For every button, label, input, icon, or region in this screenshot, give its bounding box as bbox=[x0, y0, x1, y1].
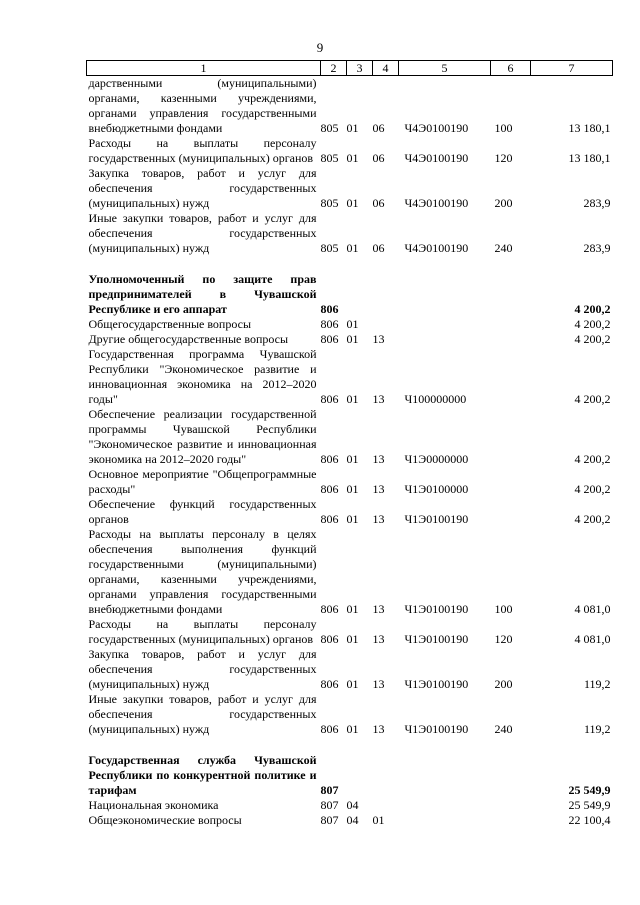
row-value-cell: 805 bbox=[320, 241, 339, 255]
row-value-cell: Ч1Э0100190 bbox=[404, 602, 469, 616]
row-name-cell: Расходы на выплаты персоналу государственных (муниципальных) органов bbox=[88, 617, 317, 646]
row-value-cell: 13 bbox=[372, 602, 385, 616]
row-value-cell: Ч1Э0100190 bbox=[404, 512, 469, 526]
row-value-cell: 13 bbox=[372, 482, 385, 496]
row-value-cell: 06 bbox=[372, 151, 385, 165]
row-value-cell: 240 bbox=[494, 241, 513, 255]
row-name-cell: Основное мероприятие "Общепрограммные расходы" bbox=[88, 467, 317, 496]
row-value-cell: 13 bbox=[372, 332, 385, 346]
row-value-cell: 100 bbox=[494, 602, 513, 616]
row-value-cell bbox=[491, 467, 531, 497]
row-value-cell: 806 bbox=[320, 317, 339, 331]
row-value-cell: 805 bbox=[320, 196, 339, 210]
section-row bbox=[87, 272, 613, 317]
row-value-cell: 805 bbox=[320, 151, 339, 165]
row-value-cell: 119,2 bbox=[583, 722, 611, 736]
spacer-cell bbox=[87, 737, 613, 753]
table-row bbox=[87, 617, 613, 647]
row-value-cell: 04 bbox=[346, 798, 359, 812]
spacer-row bbox=[87, 256, 613, 272]
row-value-cell: 200 bbox=[494, 677, 513, 691]
row-value-cell: Ч1Э0100190 bbox=[404, 677, 469, 691]
table-row bbox=[87, 166, 613, 211]
table-row bbox=[87, 527, 613, 617]
row-value-cell: 01 bbox=[346, 317, 359, 331]
table-row bbox=[87, 692, 613, 737]
row-value-cell: Ч1Э0100190 bbox=[404, 632, 469, 646]
row-value-cell: 4 200,2 bbox=[574, 512, 611, 526]
row-value-cell bbox=[491, 407, 531, 467]
spacer-cell bbox=[87, 256, 613, 272]
row-value-cell bbox=[373, 317, 399, 332]
row-value-cell: 807 bbox=[320, 798, 339, 812]
row-value-cell: 806 bbox=[320, 332, 339, 346]
table-row bbox=[87, 813, 613, 828]
row-value-cell: 806 bbox=[320, 482, 339, 496]
row-name-cell: Уполномоченный по защите прав предпринимателей в Чувашской Республике и его аппарат bbox=[88, 272, 317, 316]
row-value-cell: 01 bbox=[346, 722, 359, 736]
row-value-cell: 4 200,2 bbox=[574, 392, 611, 406]
row-value-cell bbox=[399, 332, 491, 347]
row-value-cell: 13 180,1 bbox=[568, 121, 611, 135]
budget-table bbox=[86, 60, 613, 828]
spacer-row bbox=[87, 737, 613, 753]
row-value-cell bbox=[373, 753, 399, 798]
row-value-cell bbox=[373, 798, 399, 813]
row-value-cell: 13 bbox=[372, 632, 385, 646]
row-value-cell: 13 bbox=[372, 392, 385, 406]
row-value-cell: 120 bbox=[494, 632, 513, 646]
table-row bbox=[87, 798, 613, 813]
table-row bbox=[87, 497, 613, 527]
row-value-cell: 01 bbox=[346, 677, 359, 691]
page-number: 9 bbox=[316, 40, 324, 55]
row-value-cell: 119,2 bbox=[583, 677, 611, 691]
row-value-cell bbox=[491, 497, 531, 527]
row-name-cell: дарственными (муниципальными) органами, казенными учреждениями, органами управления государственными внебюджетными фондами bbox=[88, 76, 317, 135]
row-value-cell: 100 bbox=[494, 121, 513, 135]
row-value-cell: 4 081,0 bbox=[574, 602, 611, 616]
row-value-cell: 4 200,2 bbox=[574, 302, 611, 316]
row-name-cell: Общеэкономические вопросы bbox=[88, 813, 242, 827]
row-value-cell: 01 bbox=[346, 392, 359, 406]
row-value-cell bbox=[491, 753, 531, 798]
row-value-cell: 25 549,9 bbox=[568, 783, 611, 797]
row-value-cell: 25 549,9 bbox=[568, 798, 611, 812]
header-cell: 1 bbox=[87, 61, 321, 76]
row-name-cell: Закупка товаров, работ и услуг для обеспечения государственных (муниципальных) нужд bbox=[88, 647, 317, 691]
header-cell: 6 bbox=[491, 61, 531, 76]
table-row bbox=[87, 317, 613, 332]
table-row bbox=[87, 347, 613, 407]
row-value-cell: 4 200,2 bbox=[574, 332, 611, 346]
row-name-cell: Государственная служба Чувашской Республики по конкурентной политике и тарифам bbox=[88, 753, 317, 797]
row-value-cell: 805 bbox=[320, 121, 339, 135]
row-name-cell: Обеспечение функций государственных органов bbox=[88, 497, 317, 526]
row-value-cell: 200 bbox=[494, 196, 513, 210]
row-value-cell: Ч100000000 bbox=[404, 392, 467, 406]
row-value-cell bbox=[491, 798, 531, 813]
row-value-cell: Ч4Э0100190 bbox=[404, 121, 469, 135]
row-value-cell: 01 bbox=[346, 121, 359, 135]
header-cell: 4 bbox=[373, 61, 399, 76]
table-row bbox=[87, 76, 613, 137]
row-name-cell: Иные закупки товаров, работ и услуг для обеспечения государственных (муниципальных) нужд bbox=[88, 211, 317, 255]
row-value-cell: 806 bbox=[320, 392, 339, 406]
row-value-cell bbox=[491, 332, 531, 347]
row-value-cell: 806 bbox=[320, 602, 339, 616]
row-value-cell: 806 bbox=[320, 632, 339, 646]
row-value-cell bbox=[399, 753, 491, 798]
row-value-cell: Ч1Э0100000 bbox=[404, 482, 469, 496]
row-value-cell: Ч1Э0100190 bbox=[404, 722, 469, 736]
row-value-cell: 01 bbox=[346, 602, 359, 616]
row-value-cell bbox=[399, 317, 491, 332]
row-value-cell: 04 bbox=[346, 813, 359, 827]
row-value-cell: 4 200,2 bbox=[574, 452, 611, 466]
row-name-cell: Иные закупки товаров, работ и услуг для обеспечения государственных (муниципальных) нужд bbox=[88, 692, 317, 736]
row-value-cell: 06 bbox=[372, 241, 385, 255]
header-row bbox=[87, 61, 613, 76]
row-value-cell: 806 bbox=[320, 302, 339, 316]
row-value-cell: 13 bbox=[372, 512, 385, 526]
table-row bbox=[87, 332, 613, 347]
row-value-cell: 01 bbox=[372, 813, 385, 827]
header-cell: 2 bbox=[321, 61, 347, 76]
row-value-cell: 06 bbox=[372, 121, 385, 135]
table-row bbox=[87, 647, 613, 692]
row-value-cell: 06 bbox=[372, 196, 385, 210]
header-cell: 3 bbox=[347, 61, 373, 76]
section-row bbox=[87, 753, 613, 798]
row-value-cell: 13 bbox=[372, 677, 385, 691]
row-value-cell: 807 bbox=[320, 783, 339, 797]
row-value-cell: 01 bbox=[346, 512, 359, 526]
row-value-cell bbox=[373, 272, 399, 317]
row-value-cell: 01 bbox=[346, 151, 359, 165]
row-value-cell bbox=[399, 798, 491, 813]
row-value-cell: 806 bbox=[320, 452, 339, 466]
row-value-cell: Ч4Э0100190 bbox=[404, 241, 469, 255]
row-name-cell: Другие общегосударственные вопросы bbox=[88, 332, 289, 346]
table-row bbox=[87, 467, 613, 497]
row-value-cell bbox=[491, 272, 531, 317]
row-value-cell: Ч4Э0100190 bbox=[404, 151, 469, 165]
row-value-cell: 22 100,4 bbox=[568, 813, 611, 827]
row-value-cell: 240 bbox=[494, 722, 513, 736]
row-value-cell bbox=[399, 813, 491, 828]
row-value-cell bbox=[347, 753, 373, 798]
header-cell: 5 bbox=[399, 61, 491, 76]
row-value-cell: 01 bbox=[346, 632, 359, 646]
row-value-cell bbox=[491, 813, 531, 828]
table-row bbox=[87, 407, 613, 467]
row-value-cell bbox=[491, 317, 531, 332]
row-value-cell: 120 bbox=[494, 151, 513, 165]
row-value-cell bbox=[399, 272, 491, 317]
row-name-cell: Государственная программа Чувашской Республики "Экономическое развитие и инновационная экономика на 2012–2020 годы" bbox=[88, 347, 317, 406]
row-value-cell: 01 bbox=[346, 196, 359, 210]
row-value-cell: 01 bbox=[346, 241, 359, 255]
table-row bbox=[87, 136, 613, 166]
row-name-cell: Национальная экономика bbox=[88, 798, 219, 812]
row-value-cell: 13 180,1 bbox=[568, 151, 611, 165]
row-name-cell: Расходы на выплаты персоналу в целях обеспечения выполнения функций государственными (муниципальными) органами, казенными учреждениями, органами управления государственными внебюджетными фондами bbox=[88, 527, 317, 616]
row-value-cell: 806 bbox=[320, 677, 339, 691]
row-value-cell: 4 200,2 bbox=[574, 317, 611, 331]
row-value-cell: 283,9 bbox=[583, 241, 611, 255]
row-value-cell: 806 bbox=[320, 512, 339, 526]
row-value-cell bbox=[491, 347, 531, 407]
row-name-cell: Закупка товаров, работ и услуг для обеспечения государственных (муниципальных) нужд bbox=[88, 166, 317, 210]
table-row bbox=[87, 211, 613, 256]
row-name-cell: Обеспечение реализации государственной программы Чувашской Республики "Экономическое развитие и инновационная экономика на 2012–2020 годы" bbox=[88, 407, 317, 466]
row-value-cell: 807 bbox=[320, 813, 339, 827]
row-name-cell: Расходы на выплаты персоналу государственных (муниципальных) органов bbox=[88, 136, 317, 165]
header-cell: 7 bbox=[531, 61, 613, 76]
row-name-cell: Общегосударственные вопросы bbox=[88, 317, 252, 331]
row-value-cell: 13 bbox=[372, 722, 385, 736]
row-value-cell: 01 bbox=[346, 482, 359, 496]
row-value-cell: Ч1Э0000000 bbox=[404, 452, 469, 466]
row-value-cell: 13 bbox=[372, 452, 385, 466]
row-value-cell: 01 bbox=[346, 452, 359, 466]
row-value-cell bbox=[347, 272, 373, 317]
row-value-cell: 01 bbox=[346, 332, 359, 346]
row-value-cell: 283,9 bbox=[583, 196, 611, 210]
row-value-cell: 806 bbox=[320, 722, 339, 736]
row-value-cell: 4 200,2 bbox=[574, 482, 611, 496]
row-value-cell: Ч4Э0100190 bbox=[404, 196, 469, 210]
row-value-cell: 4 081,0 bbox=[574, 632, 611, 646]
